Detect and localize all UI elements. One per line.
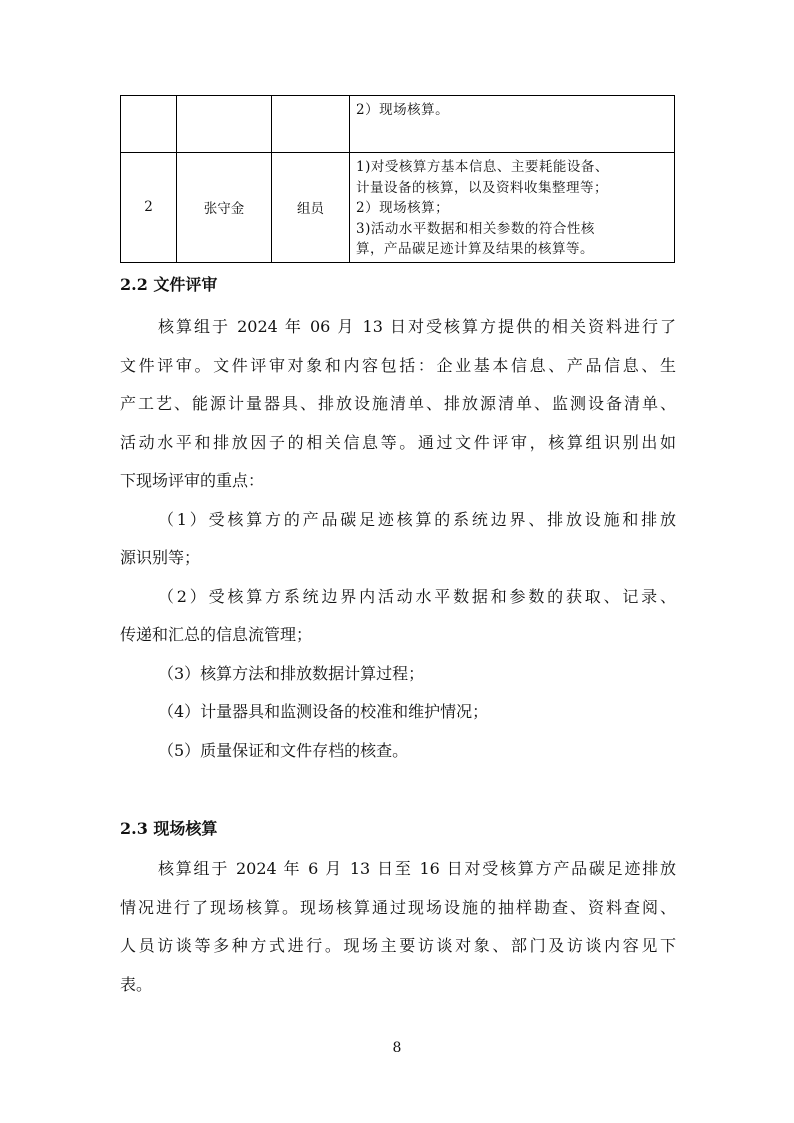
paragraph-line: 核算组于 2024 年 06 月 13 日对受核算方提供的相关资料进行了	[158, 317, 676, 336]
duties-cell	[350, 153, 675, 263]
row-number-cell	[121, 96, 177, 153]
table-row	[121, 96, 675, 153]
paragraph-line: 表。	[120, 974, 153, 994]
list-item-line: （5）质量保证和文件存档的核查。	[158, 740, 409, 760]
duty-line: 3)活动水平数据和相关参数的符合性核	[356, 220, 595, 237]
section-heading-2-3: 2.3 现场核算	[120, 819, 218, 838]
page-number: 8	[392, 1040, 402, 1056]
role-cell: 组员	[272, 153, 350, 263]
duty-line: 1)对受核算方基本信息、主要耗能设备、	[356, 159, 609, 175]
paragraph-line: 情况进行了现场核算。现场核算通过现场设施的抽样勘查、资料查阅、	[120, 897, 676, 917]
paragraph-line: 文件评审。文件评审对象和内容包括：企业基本信息、产品信息、生	[120, 355, 676, 375]
duties-cell	[350, 96, 675, 153]
duty-line: 计量设备的核算，以及资料收集整理等；	[356, 179, 608, 196]
paragraph-line: 产工艺、能源计量器具、排放设施清单、排放源清单、监测设备清单、	[120, 394, 676, 413]
table-row	[121, 153, 675, 263]
list-item-line: （4）计量器具和监测设备的校准和维护情况；	[158, 702, 489, 721]
audit-team-table	[120, 95, 675, 263]
role-cell	[272, 96, 350, 153]
list-item-line: （1）受核算方的产品碳足迹核算的系统边界、排放设施和排放	[158, 509, 676, 529]
duty-line: 算，产品碳足迹计算及结果的核算等。	[356, 241, 594, 257]
duty-line: 2）现场核算。	[356, 102, 450, 118]
paragraph-line: 下现场评审的重点：	[120, 471, 265, 490]
list-item-line: （3）核算方法和排放数据计算过程；	[158, 663, 425, 683]
paragraph-line: 核算组于 2024 年 6 月 13 日至 16 日对受核算方产品碳足迹排放	[158, 859, 676, 878]
section-heading-2-2: 2.2 文件评审	[120, 275, 218, 294]
list-item-line: （2）受核算方系统边界内活动水平数据和参数的获取、记录、	[158, 586, 676, 606]
section-2-3-body	[120, 850, 676, 1004]
row-number-cell: 2	[121, 153, 177, 263]
duty-line: 2）现场核算；	[356, 200, 450, 216]
section-2-2-intro	[120, 308, 676, 770]
name-cell: 张守金	[177, 153, 272, 263]
paragraph-line: 活动水平和排放因子的相关信息等。通过文件评审，核算组识别出如	[120, 432, 676, 452]
name-cell	[177, 96, 272, 153]
list-item-line: 源识别等；	[120, 548, 201, 567]
paragraph-line: 人员访谈等多种方式进行。现场主要访谈对象、部门及访谈内容见下	[120, 936, 676, 955]
list-item-line: 传递和汇总的信息流管理；	[120, 625, 313, 644]
